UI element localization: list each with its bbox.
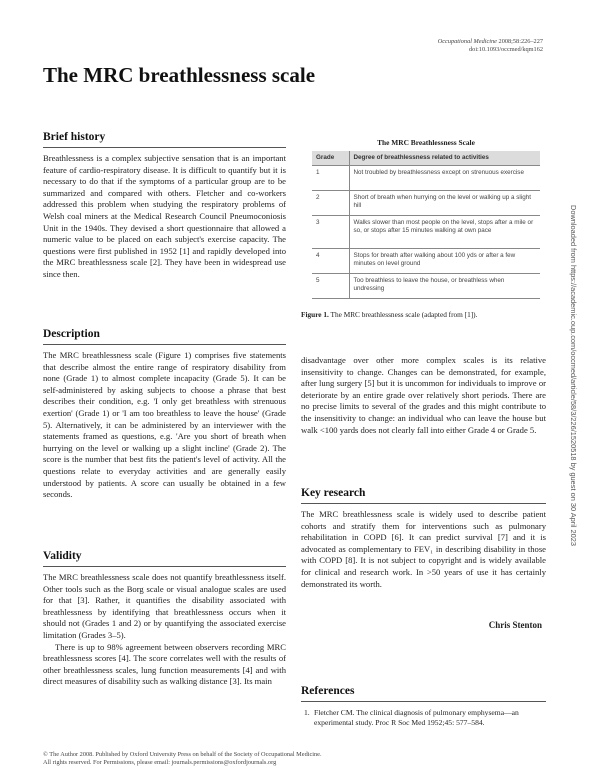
description-cell: Too breathless to leave the house, or breathless when undressing [349, 274, 540, 299]
heading-validity: Validity [43, 550, 82, 562]
table-header-row [312, 151, 540, 166]
figure-caption [301, 310, 477, 319]
paragraph: Breathlessness is a complex subjective sensation that is an important feature of cardio-respiratory disease. It is difficult to quantify but it is necessary to do that if the symptoms of a particular group are to be summarized and compared with others. Fletcher and co-workers addressed this problem when studying the respiratory problems of Welsh coal miners at the Medical Research Council Pneumoconiosis Unit in the 1940s. They devised a short questionnaire that allowed a numeric value to be placed on each subject's exercise capacity. The questions were first published in 1952 [1] and rapidly developed into the MRC breathlessness scale [2]. They have been in widespread use since then. [43, 153, 286, 279]
paragraph: There is up to 98% agreement between observers recording MRC breathlessness scores [4]. The score correlates well with the results of other breathlessness scales, lung function measurements [4] and with direct measures of disability such as walking distance [3]. Its main [43, 641, 286, 687]
reference-text: Fletcher CM. The clinical diagnosis of pulmonary emphysema—an experimental study. Proc R Soc Med 1952;45: 577–584. [314, 708, 519, 728]
doi[interactable]: doi:10.1093/occmed/kqm162 [469, 46, 543, 53]
section-rule [43, 344, 286, 345]
section-rule [43, 147, 286, 148]
heading-brief-history: Brief history [43, 131, 106, 143]
reference-item [304, 708, 544, 728]
section-rule [301, 503, 546, 504]
journal-citation: 2008;58:226–227 [496, 38, 543, 45]
figure-label: Figure 1. [301, 310, 329, 319]
copyright-footer [43, 751, 322, 767]
paragraph: The MRC breathlessness scale (Figure 1) comprises five statements that describe almost the entire range of respiratory disability from none (Grade 1) to almost complete incapacity (Grade 5). It can be self-administered by asking subjects to choose a phrase that best describes their condition, e.g. 'I only get breathless with strenuous exertion' (Grade 1) or 'I am too breathless to leave the house' (Grade 5). Alternatively, it can be administered by an interviewer with the statements framed as questions, e.g. 'Are you short of breath when hurrying on the level or walking up a slight incline' (Grade 2). The score is the number that best fits the patient's level of activity. All the questions relate to everyday activities and are generally easily understood by patients. A score can usually be obtained in a few seconds. [43, 350, 286, 500]
paragraph: disadvantage over other more complex scales is its relative insensitivity to change. Changes can be demonstrated, for example, after lung surgery [5] but it is uncommon for individuals to improve or deteriorate by an entire grade over relatively short periods. There are no precise limits to several of the grades and this might contribute to the insensitivity to change: an individual who can leave the house but walk <100 yards does not clearly fall into either Grade 4 or Grade 5. [301, 355, 546, 435]
author-signature: Chris Stenton [488, 620, 542, 630]
description-cell: Stops for breath after walking about 100 yds or after a few minutes on level ground [349, 249, 540, 274]
figure-title: The MRC Breathlessness Scale [377, 138, 475, 147]
download-notice [566, 205, 580, 760]
copyright-line: © The Author 2008. Published by Oxford University Press on behalf of the Society of Occupational Medicine. [43, 751, 322, 758]
grade-cell: 2 [312, 191, 349, 216]
description-cell: Short of breath when hurrying on the level or walking up a slight hill [349, 191, 540, 216]
heading-description: Description [43, 328, 100, 340]
reference-number: 1. [304, 708, 310, 717]
journal-name: Occupational Medicine [437, 38, 497, 45]
download-notice-text[interactable]: Downloaded from https://academic.oup.com/occmed/article/58/3/226/1520518 by guest on 30 April 2023 [569, 205, 578, 547]
section-rule [43, 566, 286, 567]
grade-cell: 3 [312, 216, 349, 249]
grade-cell: 1 [312, 166, 349, 191]
permissions-line: All rights reserved. For Permissions, please email: journals.permissions@oxfordjournals.org [43, 759, 277, 767]
section-rule [301, 701, 546, 702]
column-header-grade: Grade [312, 151, 349, 166]
grade-cell: 5 [312, 274, 349, 299]
heading-references: References [301, 685, 355, 697]
article-title: The MRC breathlessness scale [43, 63, 316, 87]
table-row [312, 191, 540, 216]
grade-cell: 4 [312, 249, 349, 274]
description-cell: Not troubled by breathlessness except on strenuous exercise [349, 166, 540, 191]
journal-header [438, 38, 543, 54]
brief-history-body [43, 153, 286, 281]
figure-caption-text: The MRC breathlessness scale (adapted from [1]). [328, 310, 478, 319]
column-header-degree: Degree of breathlessness related to activities [349, 151, 540, 166]
table-row [312, 249, 540, 274]
description-cell: Walks slower than most people on the level, stops after a mile or so, or stops after 15 minutes walking at own pace [349, 216, 540, 249]
paragraph: The MRC breathlessness scale is widely used to describe patient cohorts and stratify them for interventions such as pulmonary rehabilitation in COPD [6]. It can predict survival [7] and it is advocated as complementary to FEV₁ in describing disability in those with COPD [8]. It is not subject to copyright and is widely available for clinical and research work. In >50 years of use it has certainly demonstrated its worth. [301, 509, 546, 589]
heading-key-research: Key research [301, 487, 366, 499]
mrc-scale-table [312, 151, 540, 299]
reference-list [304, 708, 544, 728]
table-row [312, 166, 540, 191]
validity-continuation [301, 355, 546, 436]
table-row [312, 274, 540, 299]
paragraph: The MRC breathlessness scale does not quantify breathlessness itself. Other tools such as the Borg scale or visual analogue scales are used for that [3]. Rather, it quantifies the disability associated with breathlessness by identifying that breathlessness occurs when it should not (Grades 1 and 2) or by quantifying the associated exercise limitation (Grades 3–5). [43, 572, 286, 640]
key-research-body [301, 509, 546, 590]
validity-body [43, 572, 286, 688]
description-body [43, 350, 286, 501]
table-row [312, 216, 540, 249]
